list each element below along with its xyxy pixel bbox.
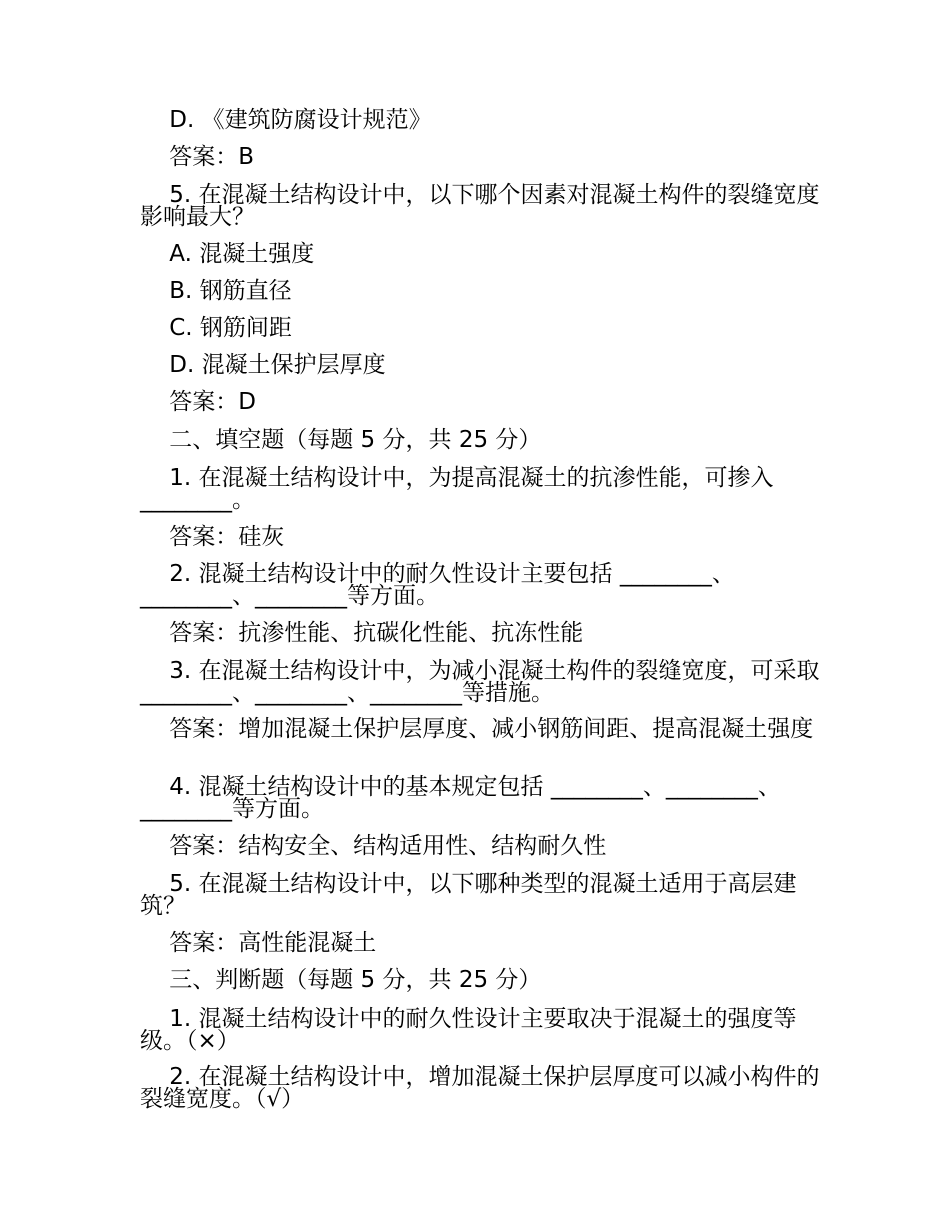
option-d-line: D. 《建筑防腐设计规范》 xyxy=(140,107,432,133)
question-line: 1. 在混凝土结构设计中，为提高混凝土的抗渗性能，可掺入________。 xyxy=(140,465,774,513)
answer-line: 答案：B xyxy=(140,144,255,170)
answer-line: 答案：高性能混凝土 xyxy=(140,930,377,956)
question-line: 5. 在混凝土结构设计中，以下哪种类型的混凝土适用于高层建筑？ xyxy=(140,871,797,919)
option-a-line: A. 混凝土强度 xyxy=(140,241,315,267)
section-heading: 三、判断题（每题 5 分，共 25 分） xyxy=(140,967,542,993)
question-line: 2. 混凝土结构设计中的耐久性设计主要包括 ________、________、________等方面。 xyxy=(140,561,735,609)
answer-line: 答案：结构安全、结构适用性、结构耐久性 xyxy=(140,833,607,859)
answer-line: 答案：D xyxy=(140,389,256,415)
question-line: 5. 在混凝土结构设计中，以下哪个因素对混凝土构件的裂缝宽度影响最大？ xyxy=(140,182,820,230)
answer-line: 答案：抗渗性能、抗碳化性能、抗冻性能 xyxy=(140,620,584,646)
answer-line: 答案：增加混凝土保护层厚度、减小钢筋间距、提高混凝土强度 xyxy=(140,716,814,742)
question-line: 4. 混凝土结构设计中的基本规定包括 ________、________、________等方面。 xyxy=(140,774,781,822)
question-line: 3. 在混凝土结构设计中，为减小混凝土构件的裂缝宽度，可采取________、________、________等措施。 xyxy=(140,658,820,706)
section-heading: 二、填空题（每题 5 分，共 25 分） xyxy=(140,427,542,453)
statement-line: 1. 混凝土结构设计中的耐久性设计主要取决于混凝土的强度等级。（×） xyxy=(140,1006,797,1054)
option-d-line: D. 混凝土保护层厚度 xyxy=(140,352,386,378)
option-c-line: C. 钢筋间距 xyxy=(140,315,292,341)
statement-line: 2. 在混凝土结构设计中，增加混凝土保护层厚度可以减小构件的裂缝宽度。（√） xyxy=(140,1064,820,1112)
option-b-line: B. 钢筋直径 xyxy=(140,278,292,304)
answer-line: 答案：硅灰 xyxy=(140,524,285,550)
